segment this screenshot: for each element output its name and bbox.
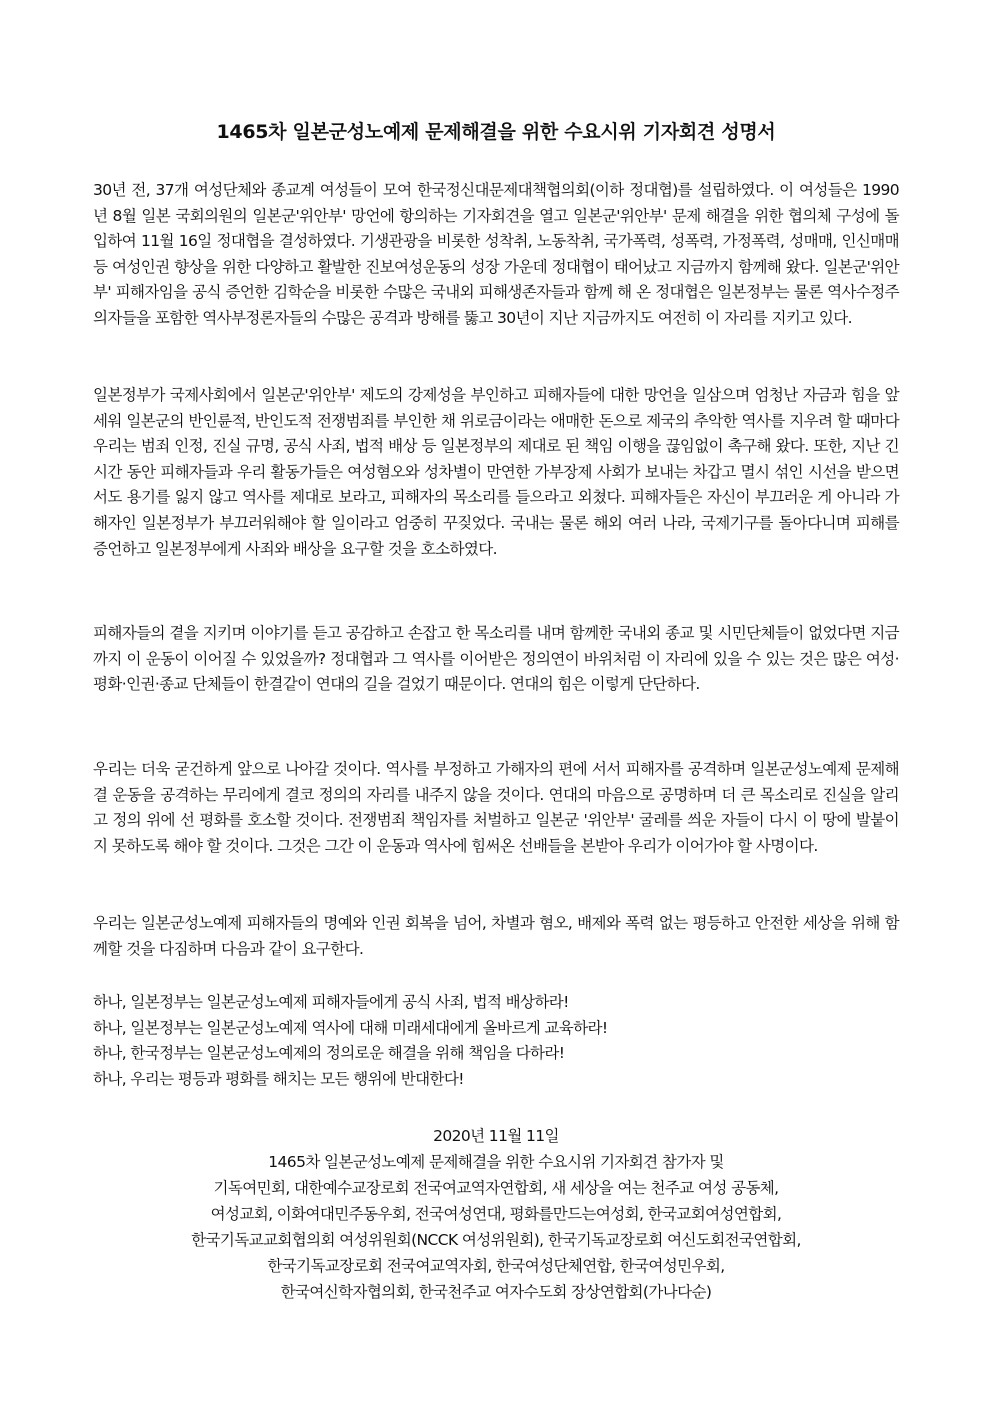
demand-item: 하나, 우리는 평등과 평화를 해치는 모든 행위에 반대한다! bbox=[93, 1069, 464, 1088]
demand-item: 하나, 일본정부는 일본군성노예제 역사에 대해 미래세대에게 올바르게 교육하라! bbox=[93, 1018, 608, 1037]
paragraph-solidarity: 피해자들의 곁을 지키며 이야기를 듣고 공감하고 손잡고 한 목소리를 내며 함께한 국내외 종교 및 시민단체들이 없었다면 지금까지 이 운동이 이어질 수 있었을까? 정대협과 그 역사를 이어받은 정의연이 바위처럼 이 자리에 있을 수 있는 것은 많은 여성·평화·인권·종교 단체들이 한결같이 연대의 길을 걸었기 때문이다. 연대의 힘은 이렇게 단단하다. bbox=[93, 624, 899, 694]
demand-item: 하나, 한국정부는 일본군성노예제의 정의로운 해결을 위해 책임을 다하라! bbox=[93, 1044, 565, 1063]
signatory-line: 한국기독교교회협의회 여성위원회(NCCK 여성위원회), 한국기독교장로회 여신도회전국연합회, bbox=[191, 1231, 801, 1249]
signature-block bbox=[0, 1123, 992, 1305]
signatory-line: 1465차 일본군성노예제 문제해결을 위한 수요시위 기자회견 참가자 및 bbox=[268, 1153, 724, 1171]
paragraph-demand-intro: 우리는 일본군성노예제 피해자들의 명예와 인권 회복을 넘어, 차별과 혐오, 배제와 폭력 없는 평등하고 안전한 세상을 위해 함께할 것을 다짐하며 다음과 같이 요구한다. bbox=[93, 914, 899, 958]
demand-item: 하나, 일본정부는 일본군성노예제 피해자들에게 공식 사죄, 법적 배상하라! bbox=[93, 993, 569, 1011]
demand-list bbox=[93, 990, 899, 1092]
statement-date: 2020년 11월 11일 bbox=[433, 1127, 559, 1145]
signatory-line: 한국여신학자협의회, 한국천주교 여자수도회 장상연합회(가나다순) bbox=[280, 1283, 712, 1301]
paragraph-history: 30년 전, 37개 여성단체와 종교계 여성들이 모여 한국정신대문제대책협의회(이하 정대협)를 설립하였다. 이 여성들은 1990년 8월 일본 국회의원의 일본군'위안부' 망언에 항의하는 기자회견을 열고 일본군'위안부' 문제 해결을 위한 협의체 구성에 돌입하여 11월 16일 정대협을 결성하였다. 기생관광을 비롯한 성착취, 노동착취, 국가폭력, 성폭력, 가정폭력, 성매매, 인신매매 등 여성인권 향상을 위한 다양하고 활발한 진보여성운동의 성장 가운데 정대협이 태어났고 지금까지 함께해 왔다. 일본군'위안부' 피해자임을 공식 증언한 김학순을 비롯한 수많은 국내외 피해생존자들과 함께 해 온 정대협은 일본정부는 물론 역사수정주의자들을 포함한 역사부정론자들의 수많은 공격과 방해를 뚫고 30년이 지난 지금까지도 여전히 이 자리를 지키고 있다. bbox=[93, 181, 899, 327]
paragraph-accountability: 일본정부가 국제사회에서 일본군'위안부' 제도의 강제성을 부인하고 피해자들에 대한 망언을 일삼으며 엄청난 자금과 힘을 앞세워 일본군의 반인륜적, 반인도적 전쟁범죄를 부인한 채 위로금이라는 애매한 돈으로 제국의 추악한 역사를 지우려 할 때마다 우리는 범죄 인정, 진실 규명, 공식 사죄, 법적 배상 등 일본정부의 제대로 된 책임 이행을 끊임없이 촉구해 왔다. 또한, 지난 긴 시간 동안 피해자들과 우리 활동가들은 여성혐오와 성차별이 만연한 가부장제 사회가 보내는 차갑고 멸시 섞인 시선을 받으면서도 용기를 잃지 않고 역사를 제대로 보라고, 피해자의 목소리를 들으라고 외쳤다. 피해자들은 자신이 부끄러운 게 아니라 가해자인 일본정부가 부끄러워해야 할 일이라고 엄중히 꾸짖었다. 국내는 물론 해외 여러 나라, 국제기구를 돌아다니며 피해를 증언하고 일본정부에게 사죄와 배상을 요구할 것을 호소하였다. bbox=[93, 386, 899, 558]
document-title: 1465차 일본군성노예제 문제해결을 위한 수요시위 기자회견 성명서 bbox=[216, 121, 776, 143]
signatory-line: 기독여민회, 대한예수교장로회 전국여교역자연합회, 새 세상을 여는 천주교 여성 공동체, bbox=[213, 1179, 779, 1197]
signatory-line: 한국기독교장로회 전국여교역자회, 한국여성단체연합, 한국여성민우회, bbox=[267, 1257, 725, 1275]
signatory-line: 여성교회, 이화여대민주동우회, 전국여성연대, 평화를만드는여성회, 한국교회여성연합회, bbox=[210, 1205, 782, 1223]
paragraph-resolve: 우리는 더욱 굳건하게 앞으로 나아갈 것이다. 역사를 부정하고 가해자의 편에 서서 피해자를 공격하며 일본군성노예제 문제해결 운동을 공격하는 무리에게 결코 정의의 자리를 내주지 않을 것이다. 연대의 마음으로 공명하며 더 큰 목소리로 진실을 알리고 정의 위에 선 평화를 호소할 것이다. 전쟁범죄 책임자를 처벌하고 일본군 '위안부' 굴레를 씌운 자들이 다시 이 땅에 발붙이지 못하도록 해야 할 것이다. 그것은 그간 이 운동과 역사에 힘써온 선배들을 본받아 우리가 이어가야 할 사명이다. bbox=[93, 760, 899, 855]
